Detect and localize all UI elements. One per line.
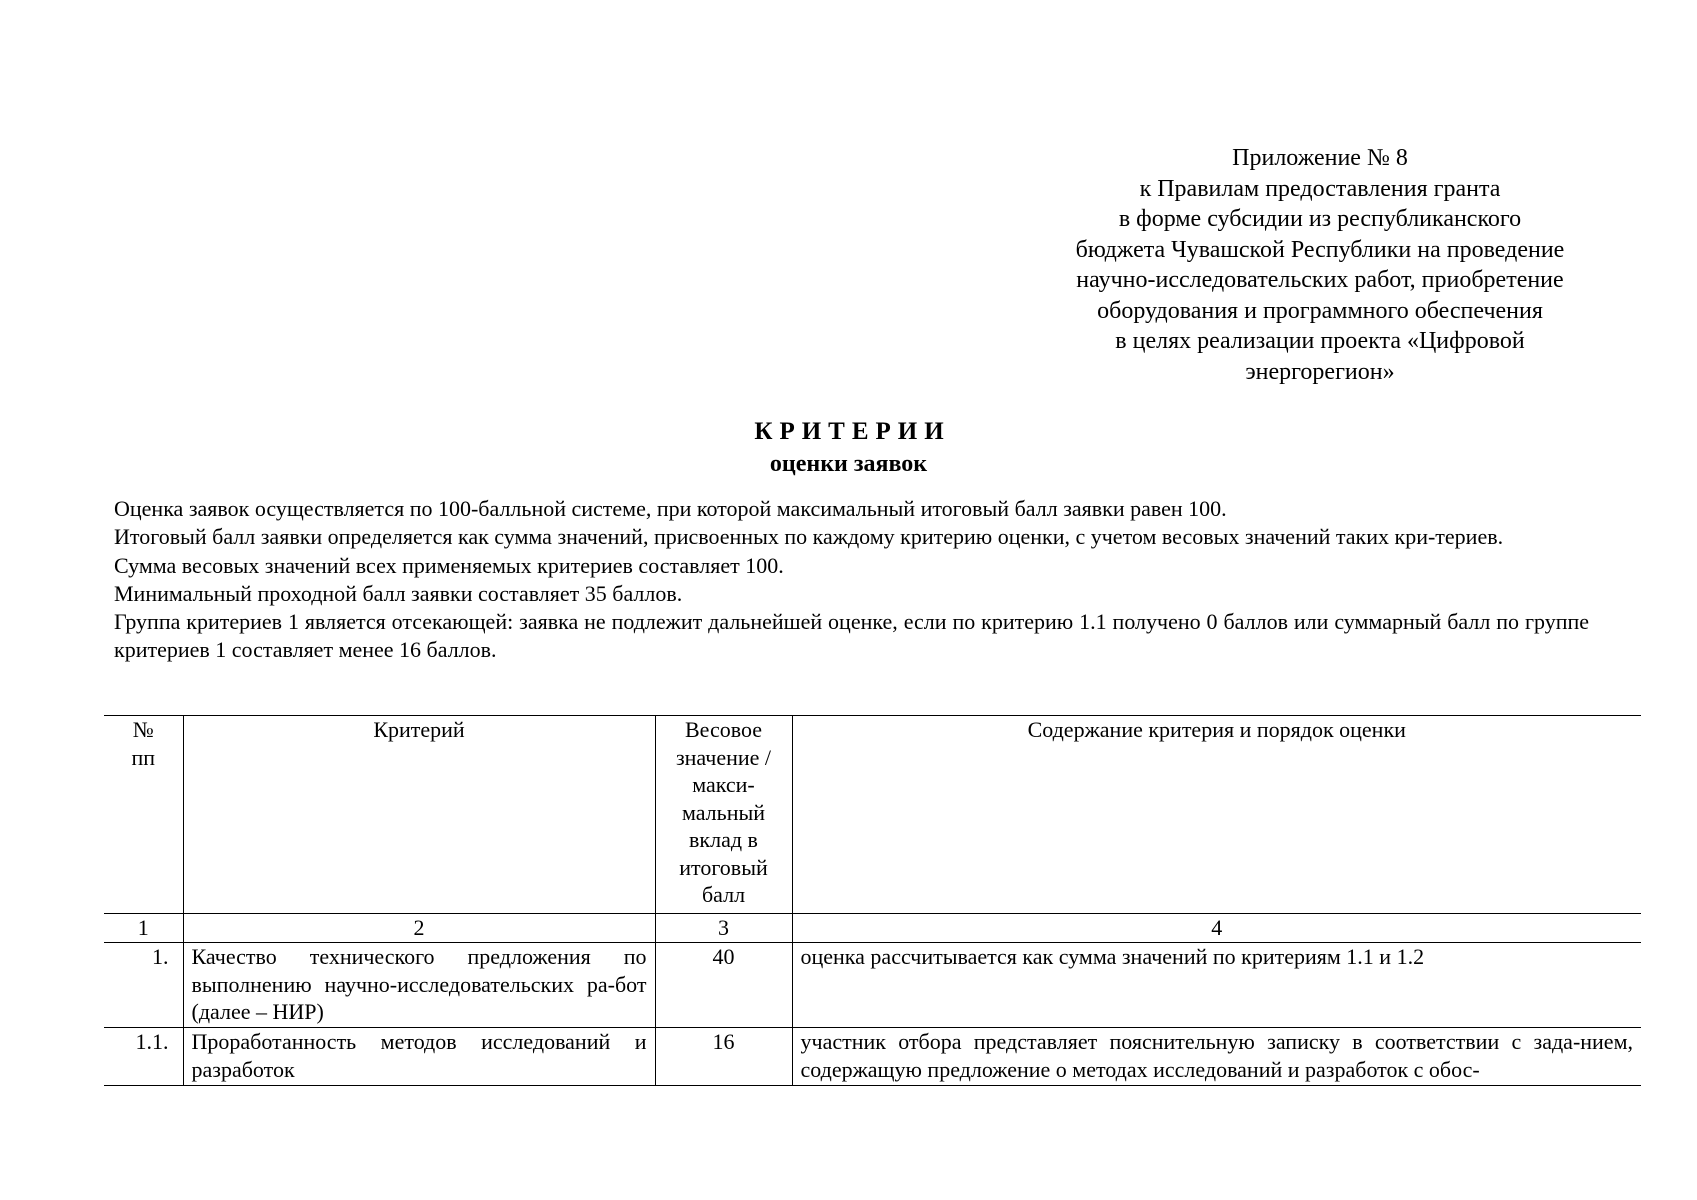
header-weight-line: балл [701,882,746,907]
header-weight-line: мальный [681,799,766,825]
column-number: 2 [183,914,655,943]
row-content: участник отбора представляет пояснительную записку в соответствии с зада-нием, содержащую предложение о методах исследований и разработок с обос- [792,1028,1641,1086]
annex-line: научно-исследовательских работ, приобретение [1076,267,1564,293]
annex-line: оборудования и программного обеспечения [1097,297,1543,324]
header-weight-line: итоговый [679,854,768,880]
row-number: 1.1. [104,1028,183,1086]
header-num [104,716,183,914]
annex-header [1020,143,1620,387]
table-header-row [104,716,1641,914]
annex-line: в форме субсидии из республиканского [1118,206,1522,232]
intro-text [114,495,1589,665]
header-criterion: Критерий [183,716,655,914]
intro-paragraph: Оценка заявок осуществляется по 100-балльной системе, при которой максимальный итоговый балл заявки равен 100. [114,496,1227,521]
row-criterion: Качество технического предложения по выполнению научно-исследовательских ра-бот (далее – НИР) [183,943,655,1028]
header-weight-line: вклад в [689,827,758,852]
column-number: 3 [655,914,792,943]
header-weight-line: значение / [675,744,772,770]
annex-line: к Правилам предоставления гранта [1139,175,1501,202]
intro-paragraph: Группа критериев 1 является отсекающей: заявка не подлежит дальнейшей оценке, если по критерию 1.1 получено 0 баллов или суммарный балл по группе критериев 1 составляет менее 16 баллов. [114,609,1589,663]
document-subtitle: оценки заявок [769,451,928,477]
column-number: 1 [104,914,183,943]
column-number-row [104,914,1641,943]
header-weight-line: Весовое [684,717,763,742]
document-title: КРИТЕРИИ [754,418,951,445]
annex-line: бюджета Чувашской Республики на проведение [1075,236,1565,263]
column-number: 4 [792,914,1641,943]
header-num-line: пп [131,744,156,770]
annex-line: в целях реализации проекта «Цифровой [1115,328,1525,354]
row-weight: 40 [655,943,792,1028]
row-weight: 16 [655,1028,792,1086]
table-row [104,943,1641,1028]
table-row [104,1028,1641,1086]
annex-line: Приложение № 8 [1232,145,1408,171]
intro-paragraph: Сумма весовых значений всех применяемых критериев составляет 100. [114,552,784,578]
header-weight [655,716,792,914]
row-content: оценка рассчитывается как сумма значений по критериям 1.1 и 1.2 [792,943,1641,1028]
header-content: Содержание критерия и порядок оценки [792,716,1641,914]
header-num-line: № [132,717,154,742]
intro-paragraph: Итоговый балл заявки определяется как сумма значений, присвоенных по каждому критерию оценки, с учетом весовых значений таких кри-териев. [114,524,1504,550]
criteria-table [104,715,1641,1086]
row-number: 1. [104,943,183,1028]
header-weight-line: макси- [692,772,755,797]
annex-line: энергорегион» [1245,358,1395,385]
intro-paragraph: Минимальный проходной балл заявки составляет 35 баллов. [114,580,683,606]
row-criterion: Проработанность методов исследований и разработок [183,1028,655,1086]
